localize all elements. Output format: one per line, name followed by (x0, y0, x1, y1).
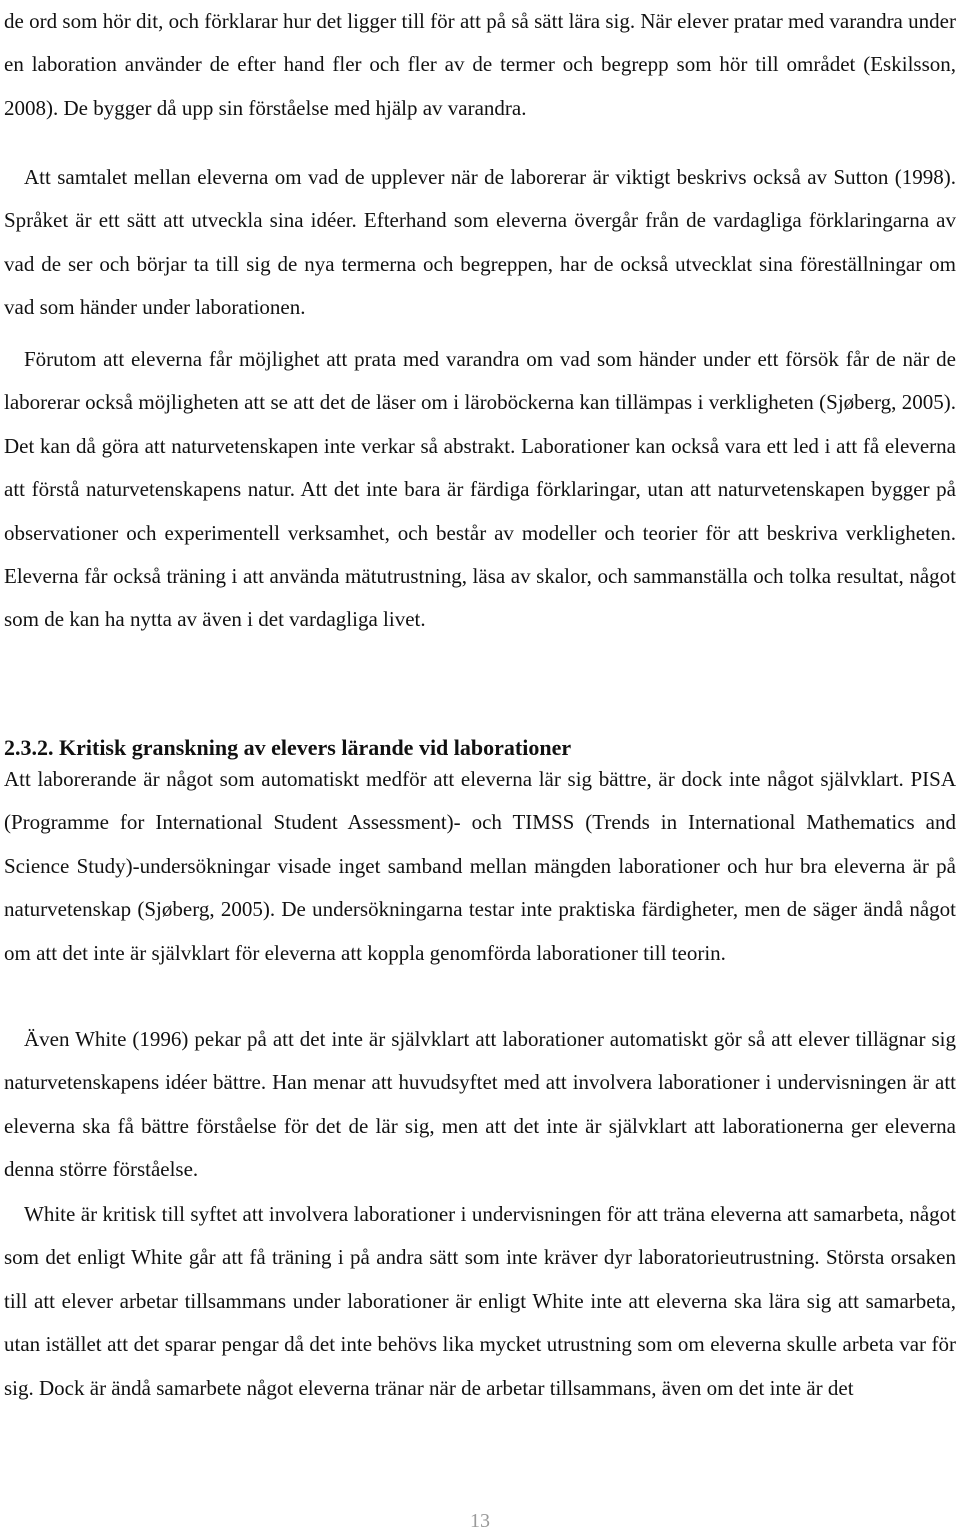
paragraph-6: White är kritisk till syftet att involvera laborationer i undervisningen för att träna eleverna att samarbeta, något som det enligt White går att få träning i på andra sätt som inte kräver dyr laboratorieutrustning. Största orsaken till att elever arbetar tillsammans under laborationer är enligt White inte att eleverna ska lära sig att samarbeta, utan istället att det sparar pengar då det inte behövs lika mycket utrustning som om eleverna skulle arbeta var för sig. Dock är ändå samarbete något eleverna tränar när de arbetar tillsammans, även om det inte är det (4, 1202, 956, 1400)
section-heading: 2.3.2. Kritisk granskning av elevers lärande vid laborationer (4, 735, 572, 760)
paragraph-3: Förutom att eleverna får möjlighet att prata med varandra om vad som händer under ett försök får de när de laborerar också möjligheten att se att det de läser om i läroböckerna kan tillämpas i verkligheten (Sjøberg, 2005). Det kan då göra att naturvetenskapen inte verkar så abstrakt. Laborationer kan också vara ett led i att få eleverna att förstå naturvetenskapens natur. Att det inte bara är färdiga förklaringar, utan att naturvetenskapen bygger på observationer och experimentell verksamhet, och består av modeller och teorier för att beskriva verkligheten. Eleverna får också träning i att använda mätutrustning, läsa av skalor, och sammanställa och tolka resultat, något som de kan ha nytta av även i det vardagliga livet. (4, 347, 956, 632)
paragraph-1: de ord som hör dit, och förklarar hur det ligger till för att på så sätt lära sig. När elever pratar med varandra under en laboration använder de efter hand fler och fler av de termer och begrepp som hör till området (Eskilsson, 2008). De bygger då upp sin förståelse med hjälp av varandra. (4, 9, 956, 120)
paragraph-5: Även White (1996) pekar på att det inte är självklart att laborationer automatiskt gör så att elever tillägnar sig naturvetenskapens idéer bättre. Han menar att huvudsyftet med att involvera laborationer i undervisningen är att eleverna ska få bättre förståelse för det de lär sig, men att det inte är självklart att laborationerna ger eleverna denna större förståelse. (4, 1027, 956, 1182)
paragraph-4: Att laborerande är något som automatiskt medför att eleverna lär sig bättre, är dock inte något självklart. PISA (Programme for International Student Assessment)- och TIMSS (Trends in International Mathematics and Science Study)-undersökningar visade inget samband mellan mängden laborationer och hur bra eleverna är på naturvetenskap (Sjøberg, 2005). De undersökningarna testar inte praktiska färdigheter, men de säger ändå något om att det inte är självklart för eleverna att koppla genomförda laborationer till teorin. (4, 767, 956, 965)
paragraph-2: Att samtalet mellan eleverna om vad de upplever när de laborerar är viktigt beskrivs också av Sutton (1998). Språket är ett sätt att utveckla sina idéer. Efterhand som eleverna övergår från de vardagliga förklaringarna av vad de ser och börjar ta till sig de nya termerna och begreppen, har de också utvecklat sina föreställningar om vad som händer under laborationen. (4, 165, 956, 320)
page-number: 13 (470, 1510, 490, 1532)
